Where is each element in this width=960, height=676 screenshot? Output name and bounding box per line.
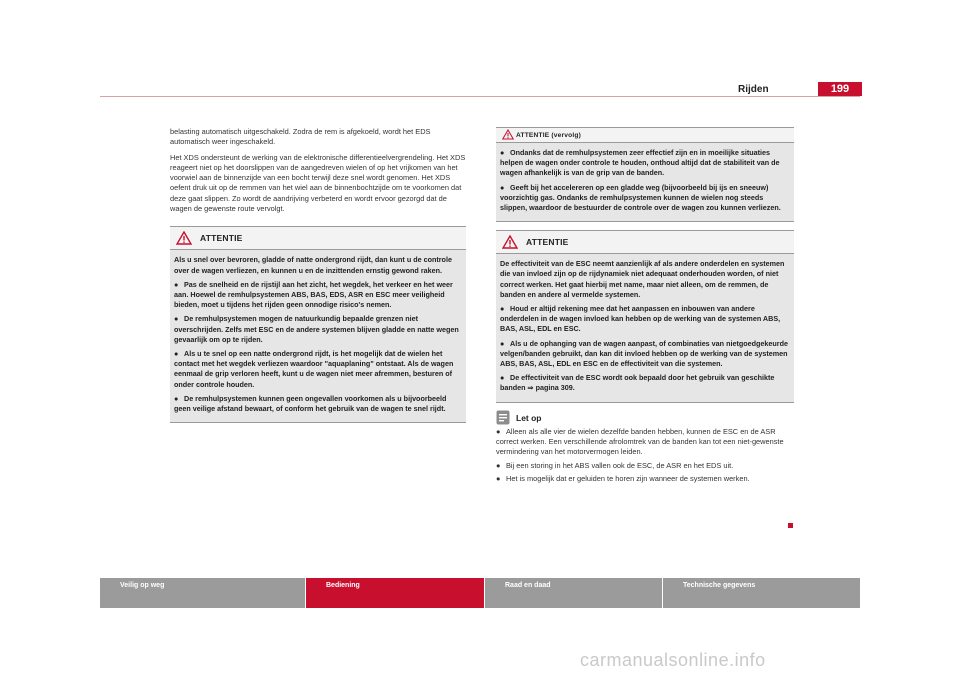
bullet-icon: ● xyxy=(174,393,179,403)
warning-bullet: ● De remhulpsystemen mogen de natuurkundig bepaalde grenzen niet overschrijden. Zelfs met ESC en de andere systemen blijven gladde en natte wegen gevaarlijk om op te rijden. xyxy=(174,314,459,344)
page-number: 199 xyxy=(818,82,862,96)
bullet-icon: ● xyxy=(500,304,505,314)
bullet-icon: ● xyxy=(174,279,179,289)
esc-warning-header xyxy=(496,231,794,254)
warning-bullet: ● Ondanks dat de remhulpsystemen zeer effectief zijn en in moeilijke situaties helpen de wagen onder controle te houden, onthoud altijd dat de stabiliteit van de wagen afhankelijk is van de grip van de banden. xyxy=(500,148,780,178)
note-bullet: ● Alleen als alle vier de wielen dezelfde banden hebben, kunnen de ESC en de ASR correct werken. Een verschillende afrolomtrek van de banden kan tot een niet-gewenste vermindering van het motorvermogen leiden. xyxy=(496,426,784,457)
warning-lead: Als u snel over bevroren, gladde of natte ondergrond rijdt, dan kunt u de controle over de wagen verliezen, en kunnen u en de inzittenden ernstig gewond raken. xyxy=(174,255,452,275)
bullet-icon: ● xyxy=(174,314,179,324)
footer-tab-technische-gegevens[interactable]: Technische gegevens xyxy=(663,578,860,608)
warning-continued-header xyxy=(496,128,794,143)
warning-continued-box xyxy=(496,127,794,222)
warning-triangle-icon xyxy=(176,231,192,248)
section-end-marker xyxy=(788,523,793,528)
footer-tab-raad-en-daad[interactable]: Raad en daad xyxy=(485,578,662,608)
esc-warning-title: ATTENTIE xyxy=(526,237,569,248)
warning-body xyxy=(170,250,466,422)
warning-continued-body xyxy=(496,143,794,221)
bullet-icon: ● xyxy=(500,338,505,348)
warning-triangle-icon xyxy=(502,235,518,252)
bullet-icon: ● xyxy=(496,473,501,483)
bullet-icon: ● xyxy=(174,349,179,358)
xds-paragraph: Het XDS ondersteunt de werking van de elektronische differentieelvergrendeling. Het XDS reageert niet op het doorslippen van de aangedreven wielen of op het vrijkomen van het voorwiel aan de binnenzijde van een bocht terwijl deze snel wordt genomen. Het XDS oefent druk uit op de remmen van het wiel aan de binnenbochtzijde om te voorkomen dat deze gaat slippen. Zo wordt de aandrijving verbeterd en wordt ervoor gezorgd dat de wagen de gewenste route vervolgt. xyxy=(170,152,466,214)
warning-bullet: ● Als u de ophanging van de wagen aanpast, of combinaties van nietgoedgekeurde velgen/banden gebruikt, dan kan dit invloed hebben op de werking van de systemen ABS, BAS, ASL, EDL en ESC en de effectiviteit van die systemen. xyxy=(500,338,788,369)
watermark: carmanualsonline.info xyxy=(580,650,766,670)
bullet-icon: ● xyxy=(496,460,501,470)
bullet-icon: ● xyxy=(500,373,505,383)
page-section-title: Rijden xyxy=(738,84,769,95)
esc-warning-box xyxy=(496,230,794,402)
warning-bullet: ● Geeft bij het accelereren op een gladde weg (bijvoorbeeld bij ijs en sneeuw) voorzichtig gas. Ondanks de remhulpsystemen kunnen de wielen nog steeds slippen, waardoor de bestuurder de controle over de wagen zou kunnen verliezen. xyxy=(500,182,781,213)
left-column xyxy=(170,127,466,423)
esc-warning-body xyxy=(496,254,794,401)
bullet-icon: ● xyxy=(500,182,505,192)
warning-continued-title: ATTENTIE (vervolg) xyxy=(516,132,582,139)
bullet-icon: ● xyxy=(500,148,505,157)
note-bullet: ● Het is mogelijk dat er geluiden te horen zijn wanneer de systemen werken. xyxy=(496,473,750,483)
warning-bullet: ● Pas de snelheid en de rijstijl aan het zicht, het wegdek, het verkeer en het weer aan. Hoewel de remhulpsystemen ABS, BAS, EDS, ASR en ESC meer veiligheid bieden, moet u tijdens het rijden geen onnodige risico's nemen. xyxy=(174,279,453,310)
note-bullet: ● Bij een storing in het ABS vallen ook de ESC, de ASR en het EDS uit. xyxy=(496,460,734,470)
esc-warning-lead: De effectiviteit van de ESC neemt aanzienlijk af als andere onderdelen en systemen die van invloed zijn op de rijdynamiek niet adequaat onderhouden worden, of niet correct werken. Het gaat hierbij met name, maar niet alleen, om de remmen, de banden en andere al vermelde systemen. xyxy=(500,259,785,299)
warning-bullet: ● De remhulpsystemen kunnen geen ongevallen voorkomen als u bijvoorbeeld geen veilige afstand bewaart, of conform het gebruik van de wagen te snel rijdt. xyxy=(174,393,447,414)
note-icon xyxy=(496,410,510,428)
warning-bullet: ● De effectiviteit van de ESC wordt ook bepaald door het gebruik van geschikte banden ⇒ pagina 309. xyxy=(500,373,775,393)
footer-tab-bediening[interactable]: Bediening xyxy=(306,578,484,608)
right-column xyxy=(496,127,794,487)
warning-header xyxy=(170,227,466,250)
warning-box xyxy=(170,226,466,423)
bullet-icon: ● xyxy=(496,426,501,436)
note-header xyxy=(496,409,794,427)
intro-paragraph: belasting automatisch uitgeschakeld. Zodra de rem is afgekoeld, wordt het EDS automatisch weer ingeschakeld. xyxy=(170,127,431,147)
note-title: Let op xyxy=(516,412,542,423)
warning-title: ATTENTIE xyxy=(200,233,243,244)
footer-tab-veilig-op-weg[interactable]: Veilig op weg xyxy=(100,578,305,608)
warning-triangle-icon xyxy=(502,129,514,143)
warning-bullet: ● Houd er altijd rekening mee dat het aanpassen en inbouwen van andere onderdelen in de wagen invloed kan hebben op de werking van de systemen ABS, BAS, ASL, EDL en ESC. xyxy=(500,304,781,334)
warning-bullet: ● Als u te snel op een natte ondergrond rijdt, is het mogelijk dat de wielen het contact met het wegdek verliezen waardoor "aquaplaning" ontstaat. Als de wagen eenmaal de grip verloren heeft, kunt u de wagen niet meer afremmen, besturen of onder controle houden. xyxy=(174,349,454,389)
header-divider xyxy=(100,96,860,97)
